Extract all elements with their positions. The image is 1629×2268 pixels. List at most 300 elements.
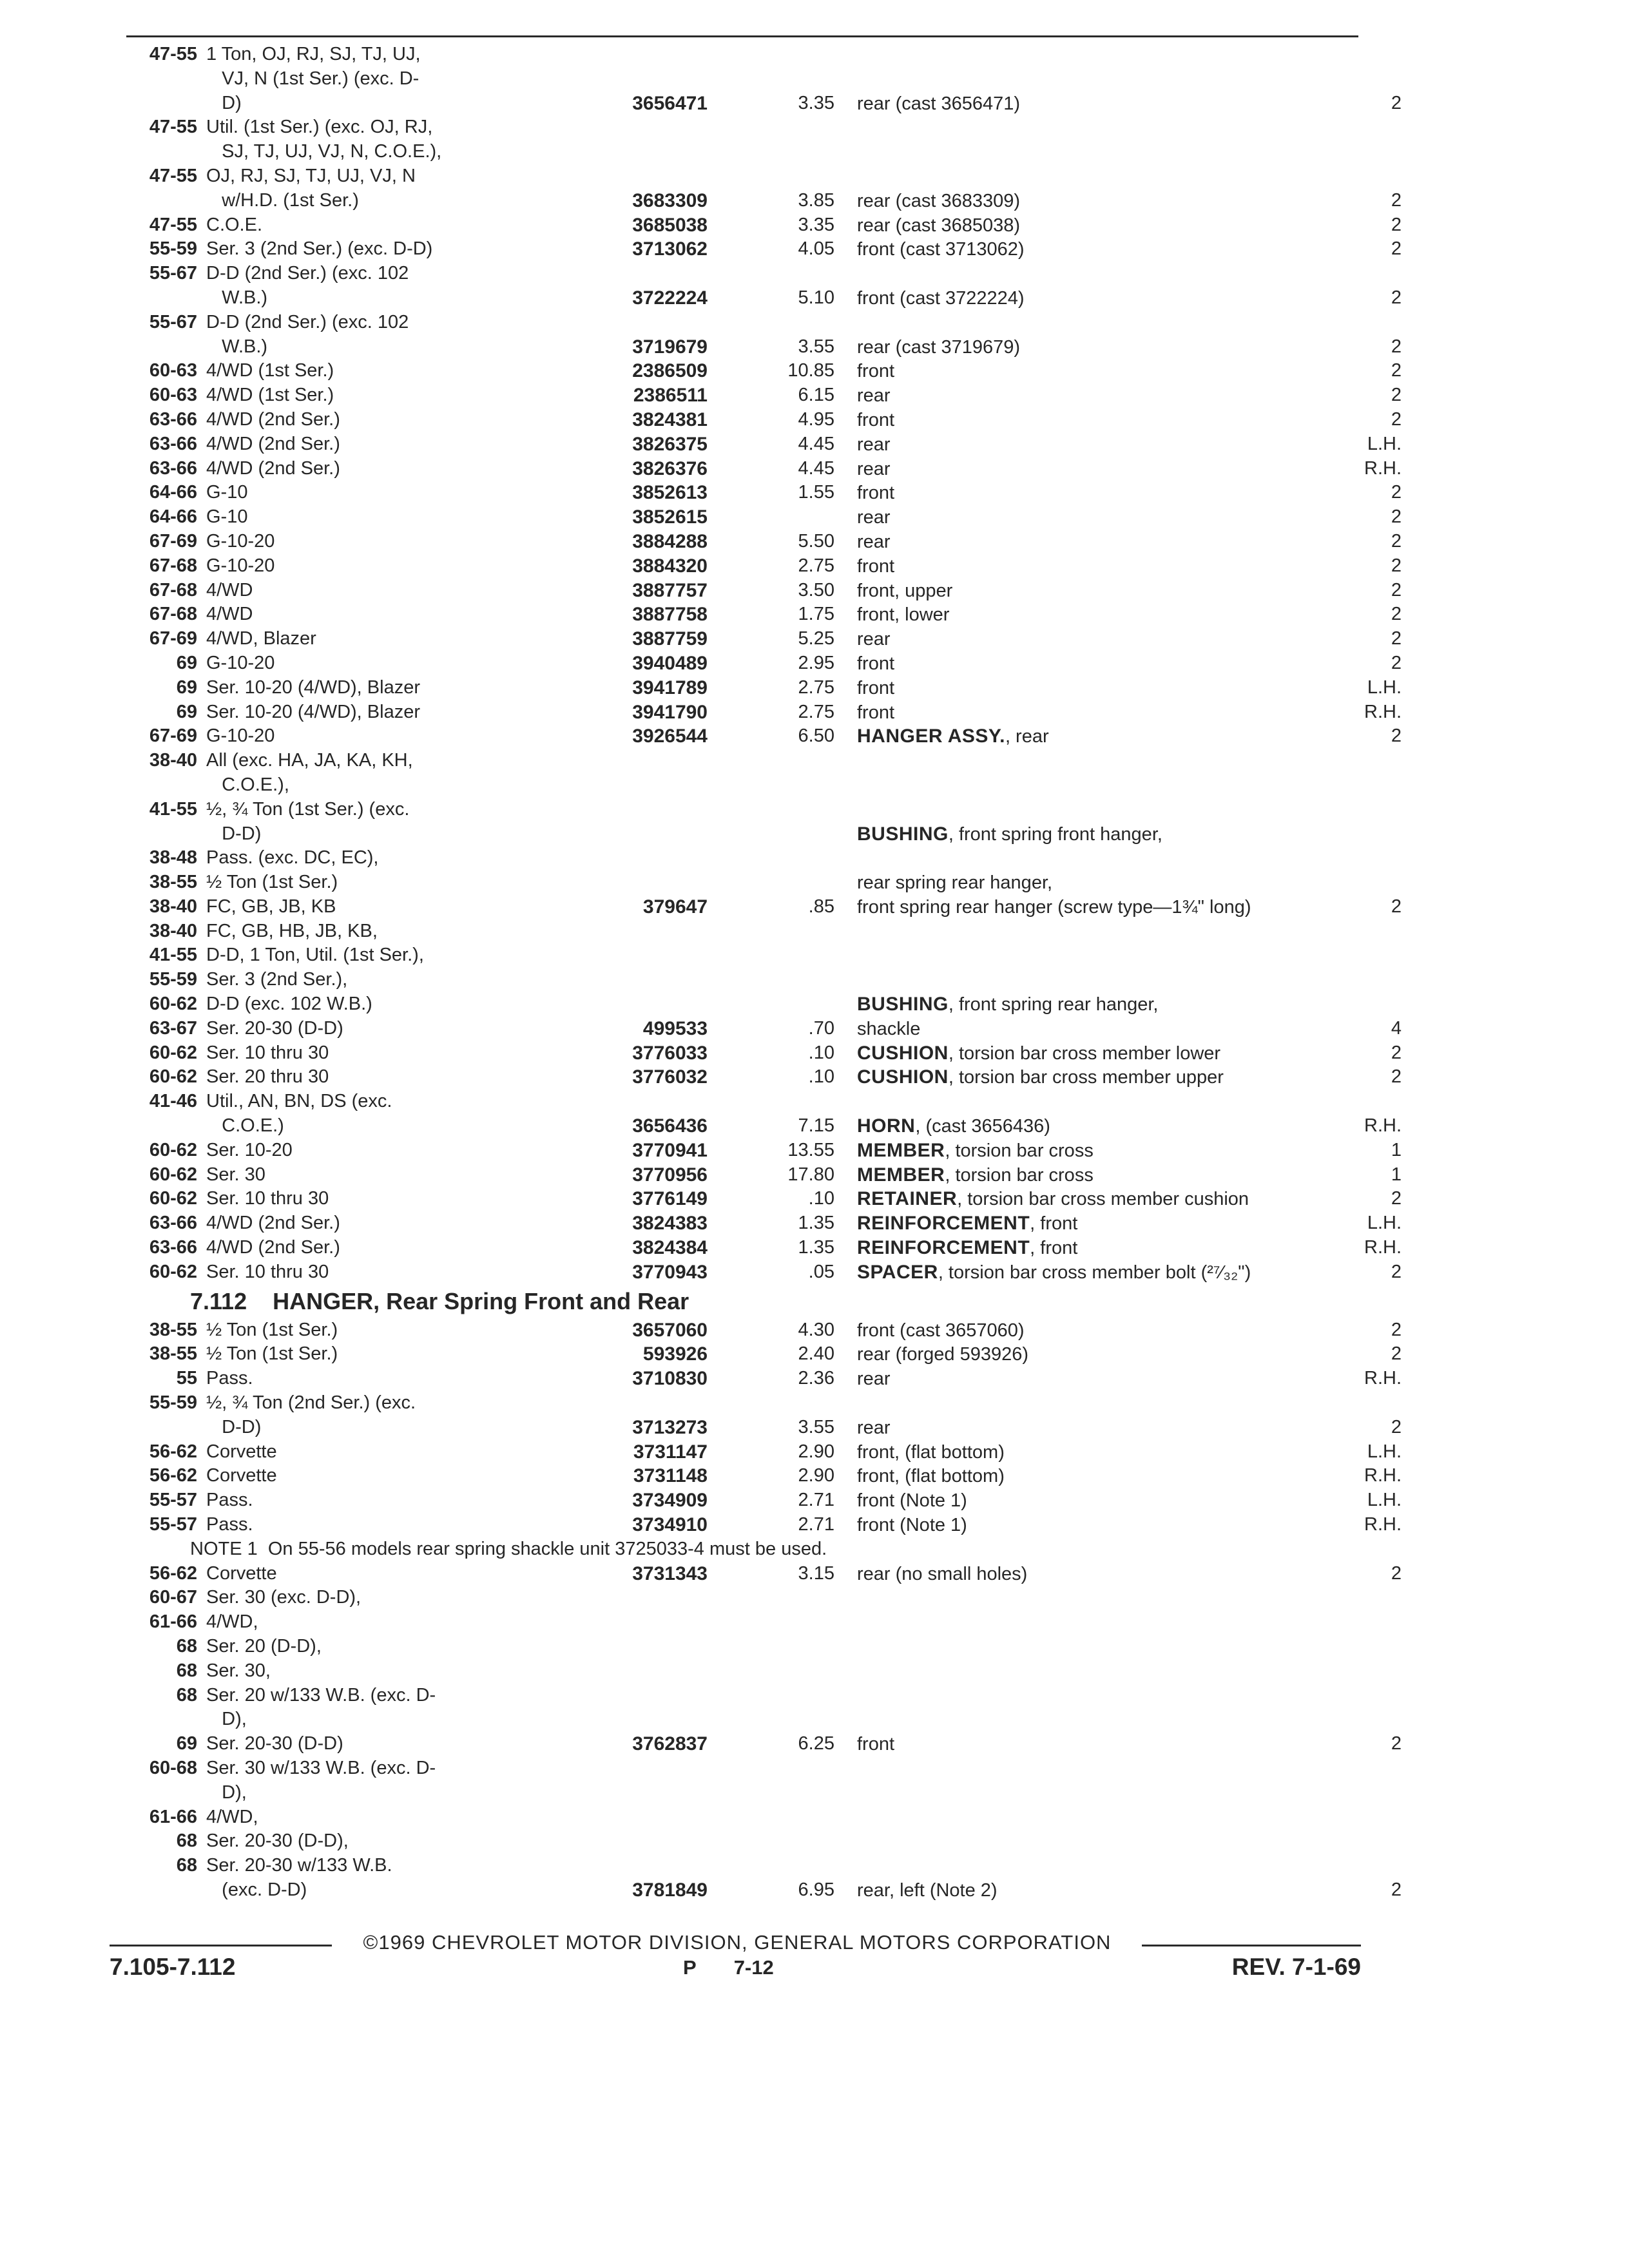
description	[857, 1260, 1321, 1285]
description-text: rear (cast 3719679)	[857, 336, 1021, 358]
part-number: 3776149	[632, 1188, 708, 1210]
application: Ser. 3 (2nd Ser.) (exc. D-D)	[206, 238, 433, 260]
quantity: 2	[1391, 652, 1402, 673]
table-row	[110, 1090, 1398, 1114]
description	[857, 554, 1321, 579]
description-text: , torsion bar cross member bolt (²⁷⁄₃₂")	[938, 1262, 1251, 1283]
part-name: MEMBER	[857, 1164, 945, 1186]
description-text: , torsion bar cross	[945, 1140, 1094, 1161]
model-years: 68	[176, 1660, 197, 1681]
description	[857, 895, 1321, 920]
description	[857, 286, 1321, 311]
application: D-D, 1 Ton, Util. (1st Ser.),	[206, 945, 424, 966]
table-row	[110, 1065, 1402, 1090]
description-text: rear spring rear hanger,	[857, 872, 1053, 894]
application: 4/WD	[206, 579, 253, 601]
table-row	[110, 676, 1402, 700]
list-price: 2.75	[798, 555, 834, 576]
model-years: 60-62	[149, 1261, 197, 1282]
description	[857, 1017, 1321, 1042]
model-years: 60-63	[149, 385, 197, 406]
part-name: REINFORCEMENT	[857, 1237, 1030, 1259]
table-row	[110, 895, 1402, 919]
table-row	[110, 846, 1398, 870]
model-years: 56-62	[149, 1465, 197, 1486]
table-row	[110, 237, 1402, 262]
description	[857, 505, 1321, 530]
table-row	[110, 383, 1402, 408]
table-row	[110, 992, 1398, 1017]
model-years: 61-66	[149, 1611, 197, 1633]
part-number: 3713062	[632, 238, 708, 260]
application: Pass.	[206, 1514, 253, 1535]
application: 4/WD,	[206, 1806, 258, 1827]
quantity: L.H.	[1367, 677, 1402, 698]
description	[857, 1513, 1321, 1538]
model-years: 67-68	[149, 555, 197, 576]
part-number: 3685038	[632, 214, 708, 236]
description-text: rear (forged 593926)	[857, 1344, 1028, 1365]
quantity: R.H.	[1364, 1115, 1402, 1137]
application: D-D (2nd Ser.) (exc. 102	[206, 263, 409, 284]
application: ½, ¾ Ton (2nd Ser.) (exc.	[206, 1392, 416, 1414]
model-years: 68	[176, 1855, 197, 1876]
table-row	[110, 1562, 1402, 1586]
table-row	[110, 262, 1398, 286]
application: 4/WD (2nd Ser.)	[206, 408, 340, 430]
model-years: 60-62	[149, 1139, 197, 1160]
part-number: 3731148	[633, 1465, 708, 1487]
description-text: front	[857, 702, 895, 723]
description-text: front	[857, 483, 895, 504]
page-number-value: 7-12	[733, 1956, 774, 1979]
model-years: 67-68	[149, 604, 197, 625]
table-row	[110, 140, 1398, 164]
application: Ser. 10 thru 30	[206, 1261, 329, 1282]
quantity: 4	[1391, 1017, 1402, 1039]
description	[857, 1488, 1321, 1514]
description	[857, 1236, 1321, 1261]
model-years: 55-57	[149, 1490, 197, 1511]
description	[857, 1732, 1321, 1757]
list-price: 3.50	[798, 579, 834, 601]
table-row	[110, 1707, 1398, 1732]
table-row	[110, 1139, 1402, 1163]
description	[857, 822, 1321, 847]
model-years: 41-55	[149, 798, 197, 820]
list-price: .70	[808, 1017, 834, 1039]
list-price: 5.25	[798, 628, 834, 649]
quantity: L.H.	[1367, 1213, 1402, 1234]
part-number: 3824381	[632, 408, 708, 430]
application: W.B.)	[206, 287, 268, 308]
model-years: 69	[176, 1733, 197, 1754]
description	[857, 1416, 1321, 1441]
description	[857, 1367, 1321, 1392]
part-number: 3887757	[632, 579, 708, 601]
application: D-D (exc. 102 W.B.)	[206, 994, 372, 1015]
part-number: 3734909	[632, 1490, 708, 1512]
quantity: 2	[1391, 726, 1402, 747]
model-years: 56-62	[149, 1441, 197, 1462]
model-years: 60-62	[149, 994, 197, 1015]
quantity: 2	[1391, 385, 1402, 406]
quantity: 2	[1391, 336, 1402, 357]
quantity: 2	[1391, 1319, 1402, 1340]
application: 4/WD, Blazer	[206, 628, 316, 649]
quantity: 2	[1391, 287, 1402, 308]
table-row	[110, 1211, 1402, 1236]
quantity: 2	[1391, 555, 1402, 576]
table-row	[110, 115, 1398, 140]
quantity: 2	[1391, 579, 1402, 601]
model-years: 60-62	[149, 1042, 197, 1063]
table-row	[110, 91, 1402, 116]
page-number	[683, 1956, 774, 1979]
part-number: 3710830	[632, 1368, 708, 1390]
application: Ser. 20-30 w/133 W.B.	[206, 1855, 392, 1876]
table-row	[110, 432, 1402, 457]
part-number: 3683309	[632, 189, 708, 211]
table-row	[110, 602, 1402, 627]
description	[857, 1211, 1321, 1236]
list-price: 1.55	[798, 482, 834, 503]
application: Corvette	[206, 1465, 277, 1486]
application: Ser. 10-20 (4/WD), Blazer	[206, 677, 420, 698]
application: Ser. 30 (exc. D-D),	[206, 1587, 361, 1608]
application: G-10	[206, 482, 248, 503]
table-row	[110, 311, 1398, 335]
application: ½ Ton (1st Ser.)	[206, 1343, 338, 1365]
application: Util., AN, BN, DS (exc.	[206, 1091, 392, 1112]
model-years: 47-55	[149, 44, 197, 64]
list-price: 2.90	[798, 1441, 834, 1462]
list-price: 6.95	[798, 1879, 834, 1900]
list-price: 2.75	[798, 701, 834, 722]
model-years: 67-69	[149, 530, 197, 552]
table-row	[110, 724, 1402, 749]
description-text: , (cast 3656436)	[915, 1116, 1050, 1137]
application: 4/WD (2nd Ser.)	[206, 1237, 340, 1258]
table-row	[110, 1367, 1402, 1391]
table-row	[110, 1586, 1398, 1610]
model-years: 38-55	[149, 872, 197, 893]
quantity: 2	[1391, 92, 1402, 113]
description	[857, 335, 1321, 360]
list-price: 10.85	[787, 360, 834, 381]
top-rule	[126, 35, 1358, 37]
description	[857, 91, 1321, 117]
model-years: 63-66	[149, 1213, 197, 1234]
application: 1 Ton, OJ, RJ, SJ, TJ, UJ,	[206, 44, 421, 64]
table-row	[110, 870, 1398, 895]
table-row	[110, 798, 1398, 822]
description	[857, 676, 1321, 701]
part-name: HORN	[857, 1115, 916, 1137]
description-text: rear	[857, 458, 891, 479]
quantity: R.H.	[1364, 1465, 1402, 1486]
table-row	[110, 1732, 1402, 1756]
list-price: .10	[808, 1188, 834, 1209]
list-price: 4.45	[798, 457, 834, 479]
model-years: 67-68	[149, 579, 197, 601]
model-years: 38-40	[149, 896, 197, 917]
part-number: 2386511	[633, 385, 708, 407]
application: Ser. 10-20	[206, 1139, 293, 1160]
application: FC, GB, JB, KB	[206, 896, 336, 917]
list-price: 2.40	[798, 1343, 834, 1365]
description-text: rear	[857, 629, 891, 650]
description	[857, 213, 1321, 238]
table-row	[110, 530, 1402, 554]
quantity: 2	[1391, 1261, 1402, 1282]
application: C.O.E.),	[206, 774, 289, 795]
description-text: rear (cast 3656471)	[857, 93, 1021, 114]
application: Ser. 10-20 (4/WD), Blazer	[206, 701, 420, 722]
description-text: front, upper	[857, 580, 953, 601]
part-number: 3884320	[632, 555, 708, 577]
description	[857, 237, 1321, 262]
quantity: R.H.	[1364, 1514, 1402, 1535]
quantity: 2	[1391, 1188, 1402, 1209]
description-text: front	[857, 1734, 895, 1755]
application: 4/WD (2nd Ser.)	[206, 457, 340, 479]
footer-rule-right	[1142, 1945, 1361, 1946]
model-years: 60-67	[149, 1587, 197, 1608]
part-number: 379647	[642, 896, 708, 918]
part-number: 593926	[642, 1343, 708, 1365]
part-number: 3776033	[632, 1042, 708, 1064]
application: Ser. 30,	[206, 1660, 271, 1681]
table-row	[110, 1878, 1402, 1903]
table-row	[110, 189, 1402, 213]
application: Util. (1st Ser.) (exc. OJ, RJ,	[206, 117, 433, 138]
table-row	[110, 627, 1402, 651]
description-text: rear	[857, 434, 891, 455]
application: SJ, TJ, UJ, VJ, N, C.O.E.),	[206, 141, 442, 162]
table-row	[110, 579, 1402, 603]
description-text: front (Note 1)	[857, 1515, 967, 1536]
part-name: MEMBER	[857, 1139, 945, 1161]
description-text: front, (flat bottom)	[857, 1466, 1005, 1487]
quantity: 2	[1391, 1066, 1402, 1088]
list-price: 5.50	[798, 530, 834, 552]
quantity: 2	[1391, 1879, 1402, 1900]
list-price: 17.80	[787, 1164, 834, 1185]
description	[857, 1114, 1321, 1139]
description	[857, 1440, 1321, 1465]
description-text: rear	[857, 385, 891, 407]
description-text: , torsion bar cross member cushion	[957, 1189, 1249, 1210]
application: Ser. 10 thru 30	[206, 1188, 329, 1209]
model-years: 64-66	[149, 506, 197, 528]
section-range: 7.105-7.112	[110, 1954, 236, 1980]
description-text: front	[857, 677, 895, 698]
part-name: BUSHING	[857, 994, 949, 1015]
list-price: 7.15	[798, 1115, 834, 1137]
description-text: front, lower	[857, 604, 950, 626]
description	[857, 1342, 1321, 1367]
model-years: 68	[176, 1636, 197, 1657]
description-text: , torsion bar cross member lower	[948, 1043, 1221, 1064]
table-row	[110, 1659, 1398, 1684]
table-row	[110, 822, 1398, 847]
quantity: 2	[1391, 896, 1402, 917]
application: 4/WD (2nd Ser.)	[206, 433, 340, 454]
model-years: 69	[176, 652, 197, 673]
application: w/H.D. (1st Ser.)	[206, 189, 359, 211]
application: ½ Ton (1st Ser.)	[206, 1319, 338, 1340]
part-number: 3770943	[632, 1261, 708, 1283]
page-letter: P	[683, 1956, 697, 1979]
application: All (exc. HA, JA, KA, KH,	[206, 750, 413, 771]
description	[857, 1041, 1321, 1066]
description-text: front, (flat bottom)	[857, 1441, 1005, 1463]
description	[857, 602, 1321, 628]
description	[857, 383, 1321, 408]
quantity: L.H.	[1367, 1441, 1402, 1462]
note-row	[110, 1537, 1398, 1562]
table-row	[110, 505, 1402, 530]
model-years: 38-55	[149, 1319, 197, 1340]
list-price: .10	[808, 1066, 834, 1088]
table-row	[110, 67, 1398, 91]
description-text: rear (cast 3685038)	[857, 215, 1021, 236]
model-years: 60-62	[149, 1066, 197, 1088]
model-years: 47-55	[149, 117, 197, 138]
part-name: HANGER ASSY.	[857, 726, 1005, 747]
model-years: 67-69	[149, 726, 197, 747]
description	[857, 359, 1321, 384]
model-years: 63-66	[149, 408, 197, 430]
table-row	[110, 1416, 1402, 1440]
description-text: front (Note 1)	[857, 1490, 967, 1512]
description	[857, 432, 1321, 457]
quantity: 2	[1391, 506, 1402, 528]
table-row	[110, 1513, 1402, 1537]
quantity: R.H.	[1364, 1237, 1402, 1258]
model-years: 38-48	[149, 847, 197, 869]
description	[857, 1464, 1321, 1489]
table-row	[110, 1756, 1398, 1781]
table-row	[110, 43, 1398, 67]
table-row	[110, 213, 1402, 238]
table-row	[110, 481, 1402, 505]
table-row	[110, 1163, 1402, 1187]
part-number: 3731343	[632, 1562, 708, 1584]
quantity: 2	[1391, 628, 1402, 649]
list-price: 2.36	[798, 1368, 834, 1389]
list-price: 5.10	[798, 287, 834, 308]
application: C.O.E.	[206, 214, 263, 235]
model-years: 56-62	[149, 1562, 197, 1584]
model-years: 61-66	[149, 1806, 197, 1827]
model-years: 63-66	[149, 433, 197, 454]
application: D-D (2nd Ser.) (exc. 102	[206, 311, 409, 332]
list-price: 6.15	[798, 385, 834, 406]
table-row	[110, 749, 1398, 773]
model-years: 55-59	[149, 1392, 197, 1414]
application: VJ, N (1st Ser.) (exc. D-	[206, 68, 419, 89]
quantity: L.H.	[1367, 433, 1402, 454]
table-row	[110, 408, 1402, 432]
table-row	[110, 1041, 1402, 1066]
application: 4/WD (1st Ser.)	[206, 360, 334, 381]
description	[857, 1318, 1321, 1343]
list-price: .05	[808, 1261, 834, 1282]
table-row	[110, 554, 1402, 579]
list-price: 6.25	[798, 1733, 834, 1754]
quantity: R.H.	[1364, 457, 1402, 479]
quantity: 2	[1391, 360, 1402, 381]
list-price: 4.45	[798, 433, 834, 454]
quantity: L.H.	[1367, 1490, 1402, 1511]
application: Ser. 20 (D-D),	[206, 1636, 322, 1657]
table-row	[110, 335, 1402, 360]
table-row	[110, 1635, 1398, 1659]
description	[857, 530, 1321, 555]
model-years: 63-66	[149, 1237, 197, 1258]
description-text: front	[857, 409, 895, 430]
application: Ser. 3 (2nd Ser.),	[206, 969, 348, 990]
part-number: 3713273	[632, 1416, 708, 1438]
description	[857, 1163, 1321, 1188]
footer-rule-left	[110, 1945, 332, 1946]
description	[857, 992, 1321, 1017]
model-years: 55-57	[149, 1514, 197, 1535]
model-years: 47-55	[149, 214, 197, 235]
description-text: , front spring front hanger,	[948, 823, 1162, 845]
list-price: 3.55	[798, 336, 834, 357]
description-text: front	[857, 653, 895, 674]
description	[857, 627, 1321, 652]
model-years: 60-62	[149, 1164, 197, 1185]
description-text: , front	[1030, 1213, 1078, 1235]
list-price: .85	[808, 896, 834, 917]
list-price: 4.95	[798, 408, 834, 430]
table-row	[110, 651, 1402, 676]
part-name: CUSHION	[857, 1042, 949, 1064]
description-text: front (cast 3657060)	[857, 1320, 1025, 1341]
table-row	[110, 1318, 1402, 1343]
quantity: 2	[1391, 1042, 1402, 1063]
part-name: CUSHION	[857, 1066, 949, 1088]
model-years: 55	[176, 1368, 197, 1389]
application: G-10-20	[206, 726, 275, 747]
description	[857, 408, 1321, 433]
quantity: 1	[1391, 1139, 1402, 1160]
application: Ser. 30 w/133 W.B. (exc. D-	[206, 1757, 436, 1778]
quantity: R.H.	[1364, 701, 1402, 722]
table-row	[110, 457, 1402, 481]
model-years: 55-67	[149, 311, 197, 332]
part-number: 3781849	[632, 1879, 708, 1901]
section-title: 7.112 HANGER, Rear Spring Front and Rear	[190, 1287, 689, 1314]
table-row	[110, 1017, 1402, 1041]
section-heading	[110, 1285, 1398, 1318]
model-years: 41-46	[149, 1091, 197, 1112]
quantity: 2	[1391, 1416, 1402, 1437]
part-number: 3776032	[632, 1066, 708, 1088]
description	[857, 724, 1321, 749]
part-number: 3941790	[632, 701, 708, 723]
quantity: 2	[1391, 189, 1402, 211]
table-row	[110, 286, 1402, 311]
description	[857, 1187, 1321, 1212]
table-row	[110, 1260, 1402, 1285]
application: (exc. D-D)	[206, 1879, 307, 1900]
list-price: 1.35	[798, 1237, 834, 1258]
